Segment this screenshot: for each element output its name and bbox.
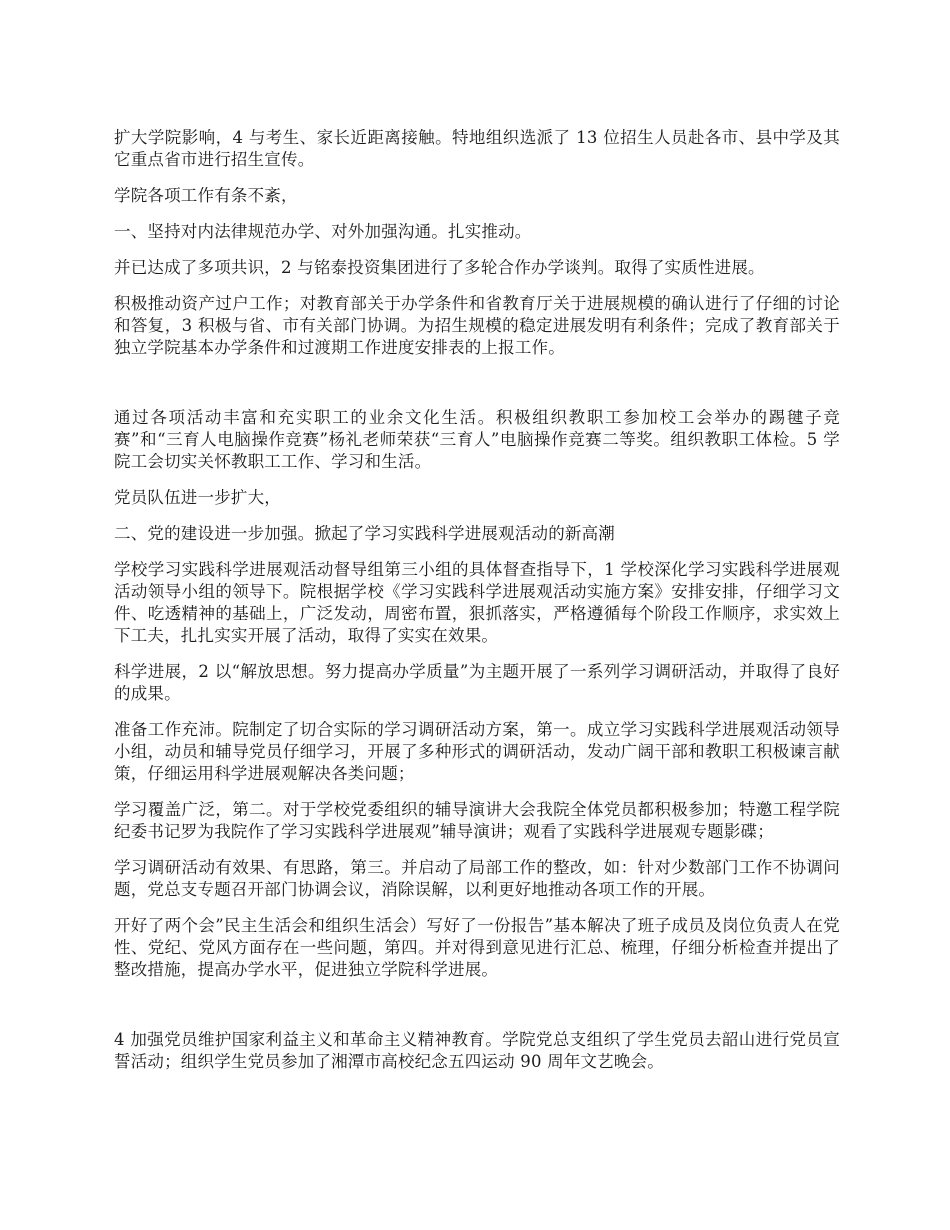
paragraph: 学习调研活动有效果、有思路，第三。并启动了局部工作的整改，如：针对少数部门工作不协调问题，党总支专题召开部门协调会议，消除误解，以利更好地推动各项工作的开展。: [114, 858, 840, 899]
paragraph: 二、党的建设进一步加强。掀起了学习实践科学进展观活动的新高潮: [114, 524, 615, 543]
document-body: [114, 127, 840, 1087]
paragraph: 科学进展，2 以“解放思想。努力提高办学质量”为主题开展了一系列学习调研活动，并取得了良好的成果。: [114, 662, 840, 703]
paragraph: 党员队伍进一步扩大，: [114, 488, 281, 507]
paragraph: 4 加强党员维护国家利益主义和革命主义精神教育。学院党总支组织了学生党员去韶山进行党员宣誓活动；组织学生党员参加了湘潭市高校纪念五四运动 90 周年文艺晚会。: [114, 1030, 840, 1071]
section-spacer: [114, 995, 840, 1029]
paragraph: 积极推动资产过户工作；对教育部关于办学条件和省教育厅关于进展规模的确认进行了仔细的讨论和答复，3 积极与省、市有关部门协调。为招生规模的稳定进展发明有利条件；完成了教育部关于独立学院基本办学条件和过渡期工作进度安排表的上报工作。: [114, 294, 840, 357]
paragraph: 扩大学院影响，4 与考生、家长近距离接触。特地组织选派了 13 位招生人员赴各市、县中学及其它重点省市进行招生宣传。: [114, 128, 840, 169]
paragraph: 一、坚持对内法律规范办学、对外加强沟通。扎实推动。: [114, 222, 532, 241]
paragraph: 学习覆盖广泛，第二。对于学校党委组织的辅导演讲大会我院全体党员都积极参加；特邀工程学院纪委书记罗为我院作了学习实践科学进展观”辅导演讲；观看了实践科学进展观专题影碟；: [114, 800, 840, 841]
paragraph: 通过各项活动丰富和充实职工的业余文化生活。积极组织教职工参加校工会举办的踢毽子竞赛”和“三育人电脑操作竞赛”杨礼老师荣获“三育人”电脑操作竞赛二等奖。组织教职工体检。5 学院工会切实关怀教职工工作、学习和生活。: [114, 408, 840, 471]
paragraph: 学校学习实践科学进展观活动督导组第三小组的具体督查指导下，1 学校深化学习实践科学进展观活动领导小组的领导下。院根据学校《学习实践科学进展观活动实施方案》安排安排，仔细学习文件、吃透精神的基础上，广泛发动，周密布置，狠抓落实，严格遵循每个阶段工作顺序，求实效上下工夫，扎扎实实开展了活动，取得了实实在效果。: [114, 560, 840, 645]
paragraph: 并已达成了多项共识，2 与铭泰投资集团进行了多轮合作办学谈判。取得了实质性进展。: [114, 258, 765, 277]
paragraph: 开好了两个会”民主生活会和组织生活会）写好了一份报告”基本解决了班子成员及岗位负责人在党性、党纪、党风方面存在一些问题，第四。并对得到意见进行汇总、梳理，仔细分析检查并提出了整改措施，提高办学水平，促进独立学院科学进展。: [114, 916, 840, 979]
section-spacer: [114, 373, 840, 407]
paragraph: 准备工作充沛。院制定了切合实际的学习调研活动方案，第一。成立学习实践科学进展观活动领导小组，动员和辅导党员仔细学习，开展了多种形式的调研活动，发动广阔干部和教职工积极谏言献策，仔细运用科学进展观解决各类问题；: [114, 720, 840, 783]
paragraph: 学院各项工作有条不紊，: [114, 186, 298, 205]
